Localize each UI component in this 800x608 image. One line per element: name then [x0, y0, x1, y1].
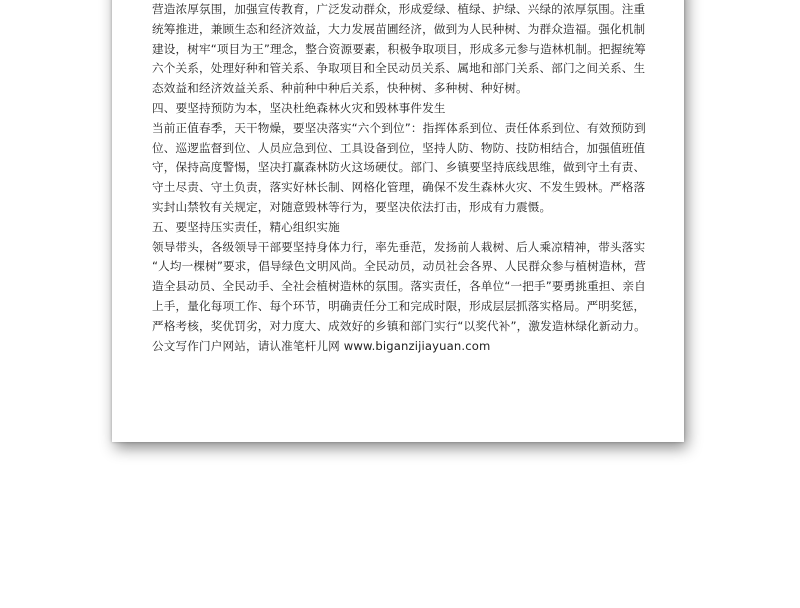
text-line: 守土尽责、守土负责，落实好林长制、网格化管理，确保不发生森林火灾、不发生毁林。严格落 — [152, 180, 646, 195]
text-line: 上手，量化每项工作、每个环节，明确责任分工和完成时限，形成层层抓落实格局。严明奖惩， — [152, 298, 646, 313]
text-line: 六个关系，处理好种和管关系、争取项目和全民动员关系、属地和部门关系、部门之间关系、生 — [152, 61, 646, 76]
text-line: 守，保持高度警惕，坚决打赢森林防火这场硬仗。部门、乡镇要坚持底线思维，做到守土有责、 — [152, 160, 646, 175]
text-line: “人均一棵树”要求，倡导绿色文明风尚。全民动员，动员社会各界、人民群众参与植树造林，营 — [152, 259, 646, 274]
section-heading-5: 五、要坚持压实责任，精心组织实施 — [152, 219, 340, 234]
text-line: 实封山禁牧有关规定，对随意毁林等行为，要坚决依法打击，形成有力震慑。 — [152, 199, 552, 214]
text-line: 位、巡逻监督到位、人员应急到位、工具设备到位，坚持人防、物防、技防相结合，加强值班值 — [152, 140, 646, 155]
document-body — [152, 0, 652, 356]
text-line: 严格考核，奖优罚劣，对力度大、成效好的乡镇和部门实行“以奖代补”，激发造林绿化新动力。 — [152, 318, 646, 333]
text-line: 领导带头，各级领导干部要坚持身体力行，率先垂范，发扬前人栽树、后人乘凉精神，带头落实 — [152, 239, 646, 254]
text-line: 当前正值春季，天干物燥，要坚决落实“六个到位”：指挥体系到位、责任体系到位、有效预防到 — [152, 120, 646, 135]
text-line-cut: 营造浓厚氛围，加强宣传教育，广泛发动群众，形成爱绿、植绿、护绿、兴绿的浓厚氛围。注重 — [152, 2, 646, 16]
text-line: 造全县动员、全民动手、全社会植树造林的氛围。落实责任，各单位“一把手”要勇挑重担、亲自 — [152, 279, 646, 294]
website-footer-line: 公文写作门户网站，请认准笔杆儿网 www.biganzijiayuan.com — [152, 338, 491, 353]
section-heading-4: 四、要坚持预防为本，坚决杜绝森林火灾和毁林事件发生 — [152, 100, 446, 115]
text-line: 统筹推进，兼顾生态和经济效益，大力发展苗圃经济，做到为人民种树、为群众造福。强化机制 — [152, 21, 646, 36]
text-line: 态效益和经济效益关系、种前种中种后关系，快种树、多种树、种好树。 — [152, 81, 528, 96]
text-line: 建设，树牢“项目为王”理念，整合资源要素，积极争取项目，形成多元参与造林机制。把握统筹 — [152, 41, 646, 56]
